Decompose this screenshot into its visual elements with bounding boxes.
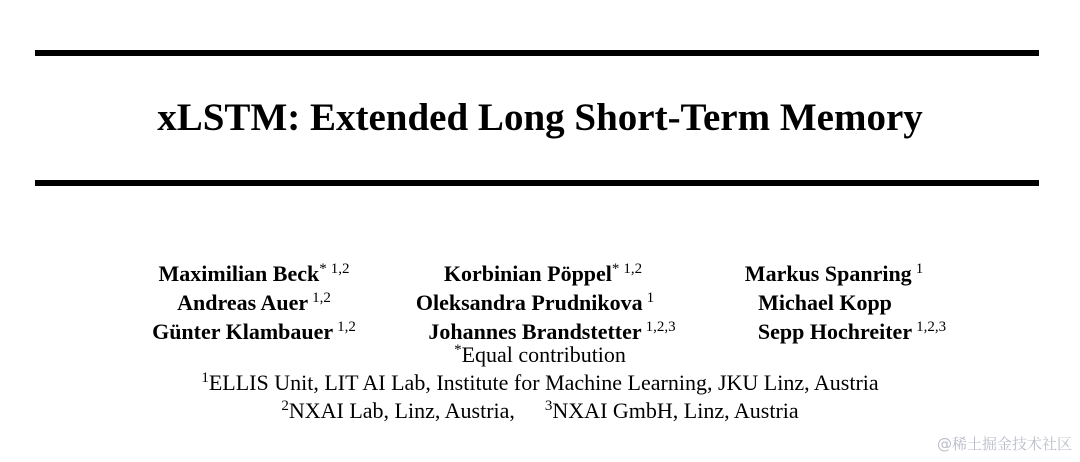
affiliation-text: ELLIS Unit, LIT AI Lab, Institute for Machine Learning, JKU Linz, Austria (208, 370, 879, 395)
equal-contribution-mark: * (611, 261, 620, 277)
author-row (0, 254, 1080, 284)
affiliation-marks: 1 (646, 290, 655, 306)
author-name: Sepp Hochreiter (757, 319, 913, 344)
affiliation-number: 3 (544, 398, 553, 414)
paper-title: xLSTM: Extended Long Short-Term Memory (157, 96, 923, 139)
affiliation-marks: 1,2 (337, 319, 356, 335)
affiliation-marks: 1,2 (623, 261, 643, 277)
equal-contribution-mark: * (319, 261, 327, 277)
title-rule-top (35, 50, 1039, 56)
affiliation-number: 2 (281, 398, 289, 414)
affiliation-line (0, 369, 1080, 397)
author-name: Korbinian Pöppel (443, 261, 612, 286)
author-name: Oleksandra Prudnikova (415, 290, 643, 315)
affiliation-text: NXAI Lab, Linz, Austria, (288, 398, 515, 423)
affiliation-line (0, 397, 1080, 425)
author-name: Michael Kopp (758, 290, 892, 315)
author-name: Maximilian Beck (158, 261, 320, 286)
watermark: @稀土掘金技术社区 (936, 435, 1072, 453)
affiliation-marks: 1,2,3 (916, 319, 947, 335)
affiliation-number: 1 (201, 370, 209, 386)
author-name: Andreas Auer (177, 290, 309, 315)
equal-contribution-note-mark: * (454, 342, 462, 358)
equal-contribution-note (0, 341, 1080, 369)
affiliation-text: NXAI GmbH, Linz, Austria (552, 398, 799, 423)
title-rule-bottom (35, 180, 1039, 186)
author-name: Markus Spanring (744, 261, 912, 286)
author-name: Günter Klambauer (152, 319, 334, 344)
affiliation-marks: 1,2 (312, 290, 331, 306)
affiliation-marks: 1 (915, 261, 924, 277)
affiliation-marks: 1,2,3 (645, 319, 676, 335)
author-row (0, 283, 1080, 313)
author-row (0, 312, 1080, 342)
equal-contribution-note-text: Equal contribution (461, 342, 626, 367)
affiliation-marks: 1,2 (330, 261, 350, 277)
author-name: Johannes Brandstetter (428, 319, 642, 344)
